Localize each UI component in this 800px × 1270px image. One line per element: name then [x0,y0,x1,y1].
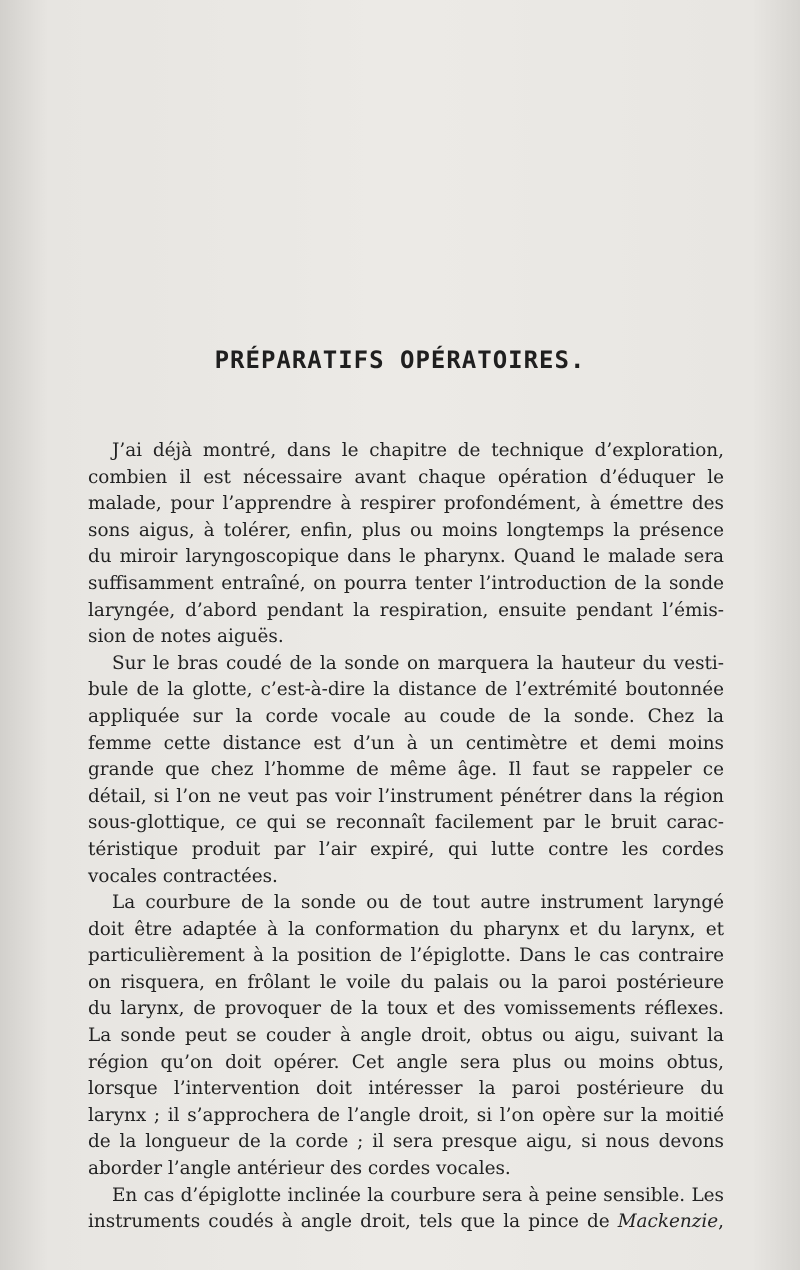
text-line: suffisamment entraîné, on pourra tenter l’introduction de la sonde [88,572,724,594]
text-line: appliquée sur la corde vocale au coude de la sonde. Chez la [88,705,724,727]
text-line: doit être adaptée à la conformation du pharynx et du larynx, et [88,918,724,940]
text-line: on risquera, en frôlant le voile du palais ou la paroi postérieure [88,971,724,993]
text-line: lorsque l’intervention doit intéresser la paroi postérieure du [88,1078,724,1100]
text-line: du larynx, de provoquer de la toux et des vomissements réflexes. [88,998,724,1020]
text-line: laryngée, d’abord pendant la respiration, ensuite pendant l’émis- [88,599,724,621]
text-line: de la longueur de la corde ; il sera presque aigu, si nous devons [88,1131,724,1153]
body-text [88,438,724,1236]
text-line: particulièrement à la position de l’épiglotte. Dans le cas contraire [88,945,724,967]
paragraph-1 [88,438,724,651]
text-line: téristique produit par l’air expiré, qui lutte contre les cordes [88,838,724,860]
emphasized-name: Mackenzie [617,1211,719,1233]
paragraph-4 [88,1183,724,1236]
paragraph-2 [88,651,724,890]
text-line: La sonde peut se couder à angle droit, obtus ou aigu, suivant la [88,1025,724,1047]
text-line: aborder l’angle antérieur des cordes vocales. [88,1158,511,1180]
text-line: sion de notes aiguës. [88,626,284,648]
text-line-final [88,1209,724,1236]
text-line: En cas d’épiglotte inclinée la courbure sera à peine sensible. Les [112,1184,724,1206]
text-line: Sur le bras coudé de la sonde on marquera la hauteur du vesti- [112,652,724,674]
final-line-punctuation: , [718,1211,724,1233]
text-line: vocales contractées. [88,865,278,887]
text-line: J’ai déjà montré, dans le chapitre de technique d’exploration, [112,440,724,461]
text-line: grande que chez l’homme de même âge. Il faut se rappeler ce [88,759,724,781]
text-line: larynx ; il s’approchera de l’angle droit, si l’on opère sur la moitié [88,1104,724,1126]
final-line-text: instruments coudés à angle droit, tels que la pince de [88,1211,610,1233]
text-line: région qu’on doit opérer. Cet angle sera plus ou moins obtus, [88,1051,724,1073]
text-line: femme cette distance est d’un à un centimètre et demi moins [88,732,724,754]
text-line: du miroir laryngoscopique dans le pharynx. Quand le malade sera [88,546,724,568]
text-line: malade, pour l’apprendre à respirer profondément, à émettre des [88,493,724,515]
chapter-heading: PRÉPARATIFS OPÉRATOIRES. [214,346,586,374]
text-line: bule de la glotte, c’est-à-dire la distance de l’extrémité boutonnée [88,679,724,701]
text-line: combien il est nécessaire avant chaque opération d’éduquer le [88,466,724,488]
text-line: détail, si l’on ne veut pas voir l’instrument pénétrer dans la région [88,785,724,807]
paragraph-3 [88,890,724,1183]
text-line: La courbure de la sonde ou de tout autre instrument laryngé [112,892,724,914]
text-line: sous-glottique, ce qui se reconnaît facilement par le bruit carac- [88,812,724,834]
text-line: sons aigus, à tolérer, enfin, plus ou moins longtemps la présence [88,519,724,541]
